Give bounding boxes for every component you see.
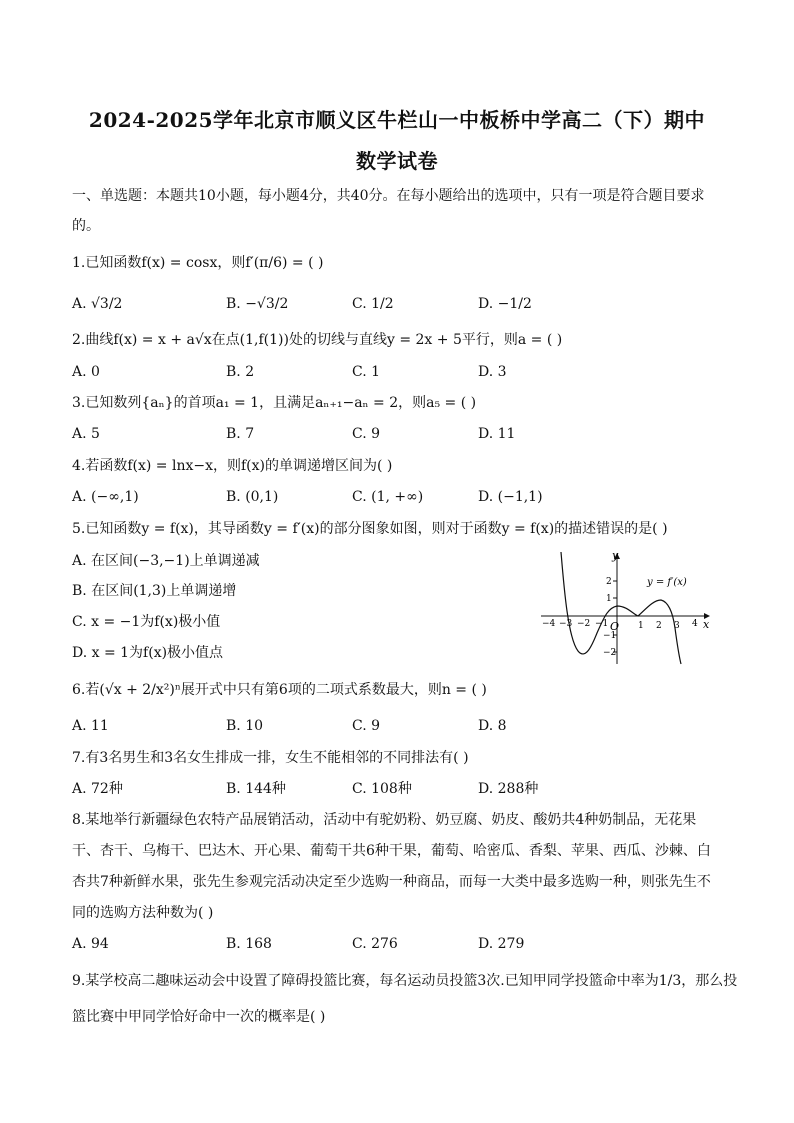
y-tick-label-1: 1 [606,594,612,604]
q8-option-b: B. 168 [226,936,272,952]
x-tick-label-3: 3 [674,621,680,631]
q5-option-b: B. 在区间(1,3)上单调递增 [72,583,237,599]
q5-option-d: D. x = 1为f(x)极小值点 [72,645,224,661]
q2-option-c: C. 1 [352,364,381,380]
question-9-line-2: 篮比赛中甲同学恰好命中一次的概率是( ) [72,1009,326,1025]
x-axis-label: x [703,618,710,631]
q1-option-b: B. −√3/2 [226,296,289,312]
q5-option-c: C. x = −1为f(x)极小值 [72,614,221,630]
q3-option-b: B. 7 [226,426,255,442]
question-8-line-3: 杏共7种新鲜水果，张先生参观完活动决定至少选购一种商品，而每一大类中最多选购一种，则张先生不 [72,874,711,890]
q3-option-a: A. 5 [72,426,100,442]
q7-option-c: C. 108种 [352,781,412,797]
q3-option-d: D. 11 [478,426,516,442]
q5-option-a: A. 在区间(−3,−1)上单调递减 [72,553,260,569]
q7-option-d: D. 288种 [478,781,539,797]
section-instructions: 一、单选题：本题共10小题，每小题4分，共40分。在每小题给出的选项中，只有一项是符合题目要求 [72,188,705,204]
question-3: 3.已知数列{aₙ}的首项a₁ = 1，且满足aₙ₊₁−aₙ = 2，则a₅ = ( ) [72,395,477,411]
q4-option-c: C. (1, +∞) [352,489,424,505]
question-5: 5.已知函数y = f(x)，其导函数y = f′(x)的部分图象如图，则对于函数y = f(x)的描述错误的是( ) [72,521,668,537]
q8-option-d: D. 279 [478,936,525,952]
q1-option-d: D. −1/2 [478,296,532,312]
question-2: 2.曲线f(x) = x + a√x在点(1,f(1))处的切线与直线y = 2x + 5平行，则a = ( ) [72,332,563,348]
question-8-line-2: 干、杏干、乌梅干、巴达木、开心果、葡萄干共6种干果，葡萄、哈密瓜、香梨、苹果、西瓜、沙棘、白 [72,843,711,859]
y-axis-label: y [612,549,619,562]
x-tick-label-4: 4 [692,619,698,629]
q8-option-a: A. 94 [72,936,109,952]
y-tick-label-neg1: −1 [603,631,617,641]
section-instructions-cont: 的。 [72,218,100,234]
q4-option-b: B. (0,1) [226,489,279,505]
q1-option-c: C. 1/2 [352,296,394,312]
q6-option-b: B. 10 [226,718,264,734]
q4-option-d: D. (−1,1) [478,489,543,505]
q2-option-a: A. 0 [72,364,100,380]
q6-option-d: D. 8 [478,718,507,734]
derivative-graph [533,548,711,666]
q6-option-c: C. 9 [352,718,381,734]
curve-label: y = f′(x) [647,577,687,588]
x-tick-label-1: 1 [638,621,644,631]
question-9-line-1: 9.某学校高二趣味运动会中设置了障碍投篮比赛，每名运动员投篮3次.已知甲同学投篮命中率为1/3，那么投 [72,973,738,989]
q8-option-c: C. 276 [352,936,398,952]
q2-option-d: D. 3 [478,364,507,380]
x-tick-label-2: 2 [656,621,662,631]
question-8-line-1: 8.某地举行新疆绿色农特产品展销活动，活动中有驼奶粉、奶豆腐、奶皮、酸奶共4种奶制品，无花果 [72,812,697,828]
q1-option-a: A. √3/2 [72,296,123,312]
question-4: 4.若函数f(x) = lnx−x，则f(x)的单调递增区间为( ) [72,458,393,474]
x-tick-label-neg3: −3 [559,619,573,629]
y-tick-label-neg2: −2 [603,648,617,658]
q4-option-a: A. (−∞,1) [72,489,139,505]
origin-label: O [610,620,620,633]
question-6: 6.若(√x + 2/x²)ⁿ展开式中只有第6项的二项式系数最大，则n = ( ) [72,682,487,698]
q2-option-b: B. 2 [226,364,255,380]
question-1: 1.已知函数f(x) = cosx，则f′(π/6) = ( ) [72,255,324,271]
y-tick-label-2: 2 [606,577,612,587]
q7-option-b: B. 144种 [226,781,286,797]
exam-subtitle: 数学试卷 [356,149,438,173]
x-tick-label-neg1: −1 [595,619,609,629]
q3-option-c: C. 9 [352,426,381,442]
q6-option-a: A. 11 [72,718,109,734]
q7-option-a: A. 72种 [72,781,123,797]
question-8-line-4: 同的选购方法种数为( ) [72,905,214,921]
x-tick-label-neg2: −2 [577,619,591,629]
derivative-curve [561,552,681,664]
exam-title: 2024-2025学年北京市顺义区牛栏山一中板桥中学高二（下）期中 [88,108,706,132]
question-7: 7.有3名男生和3名女生排成一排，女生不能相邻的不同排法有( ) [72,750,469,766]
x-tick-label-neg4: −4 [542,619,556,629]
